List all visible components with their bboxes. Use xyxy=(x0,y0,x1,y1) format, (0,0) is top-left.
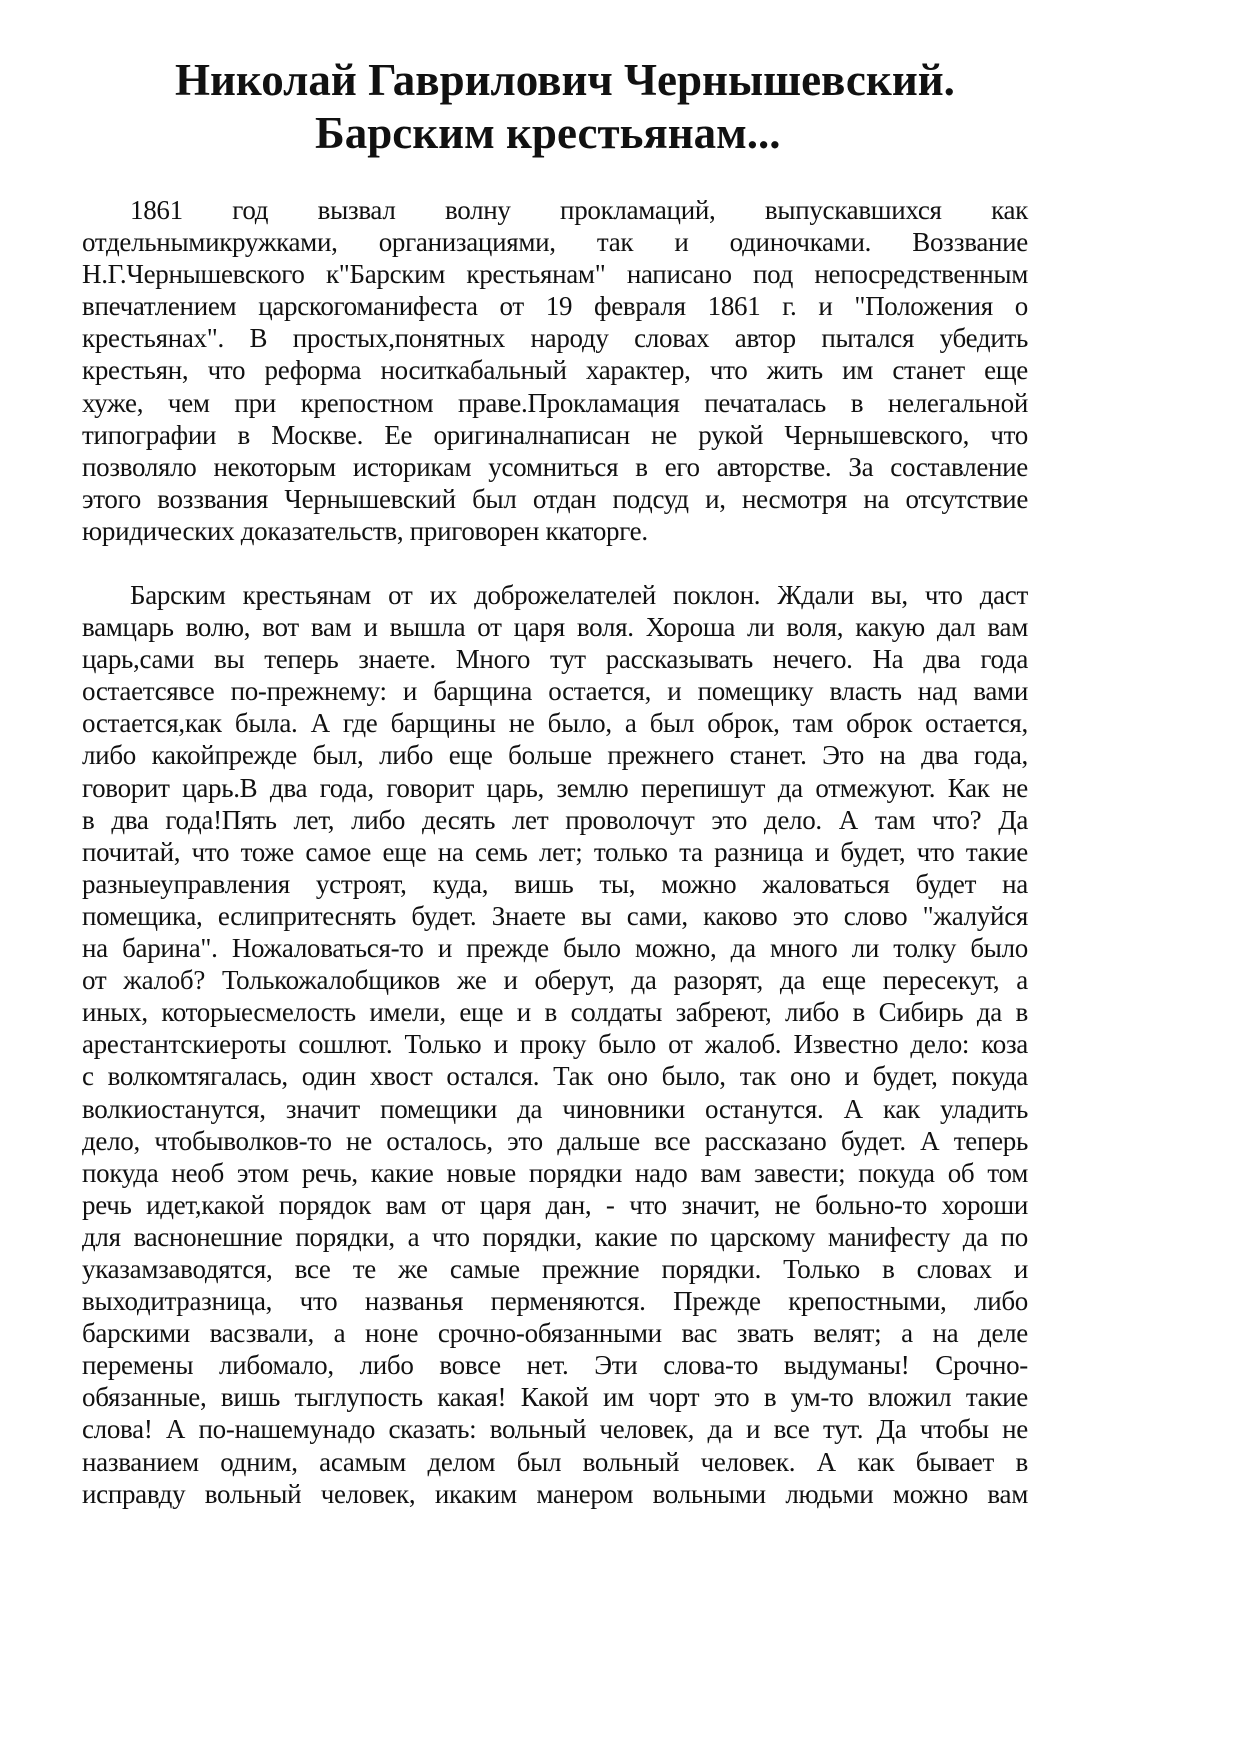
text-line: в два года!Пять лет, либо десять лет проволочут это дело. А там что? Да xyxy=(82,804,1028,835)
text-line: остается,как была. А где барщины не было, а был оброк, там оброк остается, xyxy=(82,708,1028,739)
text-line: Барским крестьянам от их доброжелателей поклон. Ждали вы, что даст xyxy=(130,580,1028,610)
text-line: выходитразница, что названья перменяются. Прежде крепостными, либо xyxy=(82,1286,1028,1317)
text-line: этого воззвания Чернышевский был отдан подсуд и, несмотря на отсутствие xyxy=(82,483,1028,514)
text-line: речь идет,какой порядок вам от царя дан, - что значит, не больно-то хороши xyxy=(82,1189,1028,1220)
document-title-line-2: Барским крестьянам... xyxy=(315,108,781,158)
text-line: на барина". Ножаловаться-то и прежде было можно, да много ли толку было xyxy=(82,933,1028,964)
text-line: остаетсявсе по-прежнему: и барщина остается, и помещику власть над вами xyxy=(82,676,1028,707)
document-title-line-1: Николай Гаврилович Чернышевский. xyxy=(175,55,955,105)
text-line: 1861 год вызвал волну прокламаций, выпускавшихся как xyxy=(130,195,1028,225)
text-line: впечатлением царскогоманифеста от 19 февраля 1861 г. и "Положения о xyxy=(82,291,1028,322)
text-line: хуже, чем при крепостном праве.Прокламация печаталась в нелегальной xyxy=(82,387,1028,418)
proclamation-paragraph xyxy=(82,579,1028,1510)
text-line: типографии в Москве. Ее оригиналнаписан не рукой Чернышевского, что xyxy=(82,419,1028,450)
text-line: исправду вольный человек, икаким манером вольными людьми можно вам xyxy=(82,1478,1028,1509)
text-line: разныеуправления устроят, куда, вишь ты, можно жаловаться будет на xyxy=(82,868,1028,899)
text-line: от жалоб? Толькожалобщиков же и оберут, да разорят, да еще пересекут, а xyxy=(82,965,1028,996)
text-line: вамцарь волю, вот вам и вышла от царя воля. Хороша ли воля, какую дал вам xyxy=(82,612,1028,643)
text-line: для васнонешние порядки, а что порядки, какие по царскому манифесту да по xyxy=(82,1221,1028,1252)
text-line: юридических доказательств, приговорен ккаторге. xyxy=(82,515,648,546)
text-line: помещика, еслипритеснять будет. Знаете вы сами, каково это слово "жалуйся xyxy=(82,900,1028,931)
text-line: указамзаводятся, все те же самые прежние порядки. Только в словах и xyxy=(82,1253,1028,1284)
text-line: с волкомтягалась, один хвост остался. Так оно было, так оно и будет, покуда xyxy=(82,1061,1028,1092)
text-line: крестьянах". В простых,понятных народу словах автор пытался убедить xyxy=(82,323,1028,354)
text-line: барскими васзвали, а ноне срочно-обязанными вас звать велят; а на деле xyxy=(82,1318,1028,1349)
text-line: позволяло некоторым историкам усомниться в его авторстве. За составление xyxy=(82,451,1028,482)
text-line: царь,сами вы теперь знаете. Много тут рассказывать нечего. На два года xyxy=(82,644,1028,675)
text-line: либо какойпрежде был, либо еще больше прежнего станет. Это на два года, xyxy=(82,740,1028,771)
text-line: отдельнымикружками, организациями, так и одиночками. Воззвание xyxy=(82,227,1028,258)
text-line: обязанные, вишь тыглупость какая! Какой им чорт это в ум-то вложил такие xyxy=(82,1382,1028,1413)
text-line: покуда необ этом речь, какие новые порядки надо вам завести; покуда об том xyxy=(82,1157,1028,1188)
intro-paragraph xyxy=(82,194,1028,547)
text-line: иных, которыесмелость имели, еще и в солдаты забреют, либо в Сибирь да в xyxy=(82,997,1028,1028)
text-line: слова! А по-нашемунадо сказать: вольный человек, да и все тут. Да чтобы не xyxy=(82,1414,1028,1445)
text-line: волкиостанутся, значит помещики да чиновники останутся. А как уладить xyxy=(82,1093,1028,1124)
text-line: говорит царь.В два года, говорит царь, землю перепишут да отмежуют. Как не xyxy=(82,772,1028,803)
text-line: названием одним, асамым делом был вольный человек. А как бывает в xyxy=(82,1446,1028,1477)
text-line: перемены либомало, либо вовсе нет. Эти слова-то выдуманы! Срочно- xyxy=(82,1350,1028,1381)
text-line: дело, чтобыволков-то не осталось, это дальше все рассказано будет. А теперь xyxy=(82,1125,1028,1156)
text-line: крестьян, что реформа носиткабальный характер, что жить им станет еще xyxy=(82,355,1028,386)
text-line: арестантскиероты сошлют. Только и проку было от жалоб. Известно дело: коза xyxy=(82,1029,1028,1060)
text-line: Н.Г.Чернышевского к"Барским крестьянам" написано под непосредственным xyxy=(82,259,1028,290)
text-line: почитай, что тоже самое еще на семь лет; только та разница и будет, что такие xyxy=(82,836,1028,867)
